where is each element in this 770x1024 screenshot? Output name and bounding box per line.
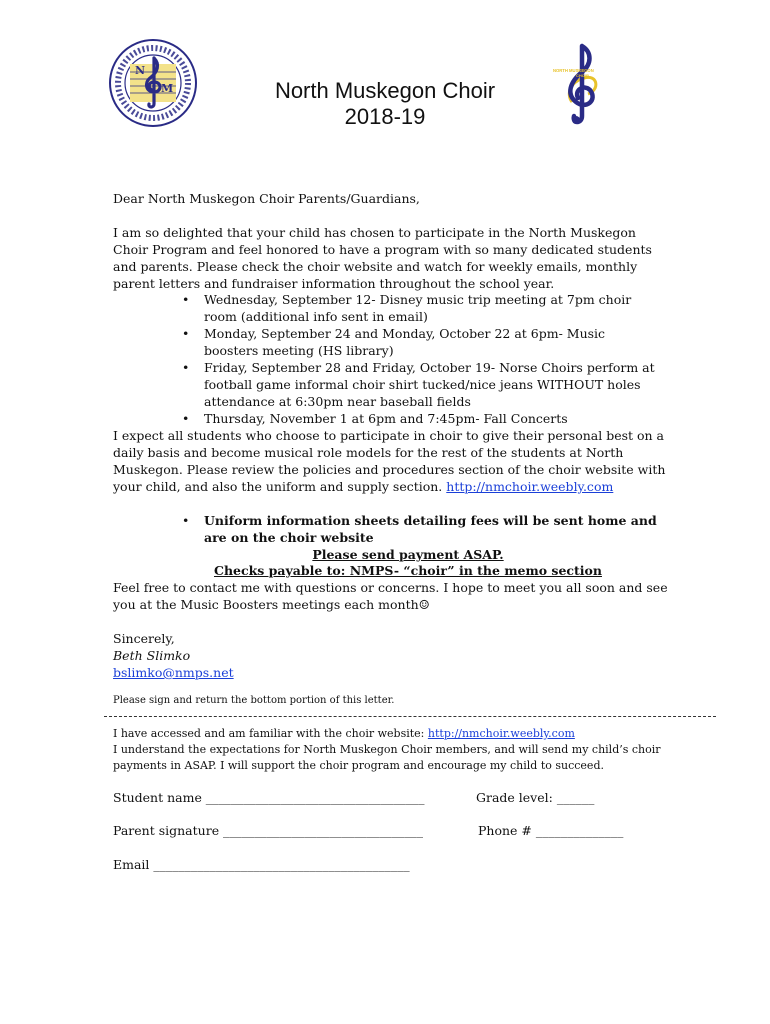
student-name-field[interactable]: Student name ___________________________________: [113, 790, 425, 805]
cut-line-divider: [104, 716, 716, 717]
website-acknowledgement: [113, 726, 713, 742]
svg-text:CHOIR: CHOIR: [576, 73, 589, 78]
list-item: • Friday, September 28 and Friday, October 19- Norse Choirs perform at football game informal choir shirt tucked/nice jeans WITHOUT holes attendance at 6:30pm near baseball fields: [180, 359, 660, 410]
salutation: Dear North Muskegon Choir Parents/Guardians,: [113, 191, 420, 206]
signer-name: Beth Slimko: [113, 648, 191, 663]
uniform-note: • Uniform information sheets detailing fees will be sent home and are on the choir website: [180, 512, 660, 546]
svg-text:N: N: [135, 64, 146, 77]
svg-text:NORTH MUSKEGON: NORTH MUSKEGON: [553, 68, 594, 73]
email-field[interactable]: Email _________________________________________: [113, 857, 410, 872]
intro-paragraph: I am so delighted that your child has chosen to participate in the North Muskegon Choir Program and feel honored to have a program with so many dedicated students and parents. Please check the choir website and watch for weekly emails, monthly parent letters and fundraiser information throughout the school year.: [113, 225, 652, 291]
acknowledgement-text: I have accessed and am familiar with the choir website:: [113, 727, 425, 740]
payment-note: Please send payment ASAP.: [312, 547, 504, 562]
expectations-acknowledgement: I understand the expectations for North Muskegon Choir members, and will send my child’s choir payments in ASAP. I will support the choir program and encourage my child to succeed.: [113, 743, 661, 772]
page-subtitle-year: 2018-19: [344, 104, 426, 129]
form-website-link[interactable]: http://nmchoir.weebly.com: [427, 727, 575, 740]
parent-signature-field[interactable]: Parent signature ________________________________: [113, 823, 424, 838]
email-address-link[interactable]: bslimko@nmps.net: [113, 665, 234, 680]
return-note: Please sign and return the bottom portion of this letter.: [113, 695, 395, 706]
event-list: [180, 291, 660, 427]
svg-text:M: M: [161, 82, 174, 95]
checks-note: Checks payable to: NMPS- “choir” in the memo section: [214, 563, 602, 578]
grade-level-field[interactable]: Grade level: ______: [476, 790, 595, 805]
sign-off: Sincerely,: [113, 631, 175, 646]
email-link: [113, 664, 673, 681]
list-item: • Thursday, November 1 at 6pm and 7:45pm- Fall Concerts: [180, 410, 660, 427]
website-link[interactable]: http://nmchoir.weebly.com: [446, 479, 614, 494]
list-item: • Wednesday, September 12- Disney music trip meeting at 7pm choir room (additional info sent in email): [180, 291, 660, 325]
phone-field[interactable]: Phone # ______________: [478, 823, 624, 838]
uniform-list: [180, 512, 660, 546]
list-item: • Monday, September 24 and Monday, October 22 at 6pm- Music boosters meeting (HS library): [180, 325, 660, 359]
page-title: North Muskegon Choir: [274, 78, 496, 103]
closing-paragraph: Feel free to contact me with questions or concerns. I hope to meet you all soon and see you at the Music Boosters meetings each month☺: [113, 580, 668, 612]
expectations-paragraph: [113, 427, 673, 495]
expectations-text: I expect all students who choose to participate in choir to give their personal best on a daily basis and become musical role models for the rest of the students at North Muskegon. Please review the policies and procedures section of the choir website with your child, and also the uniform and supply section.: [113, 428, 666, 494]
